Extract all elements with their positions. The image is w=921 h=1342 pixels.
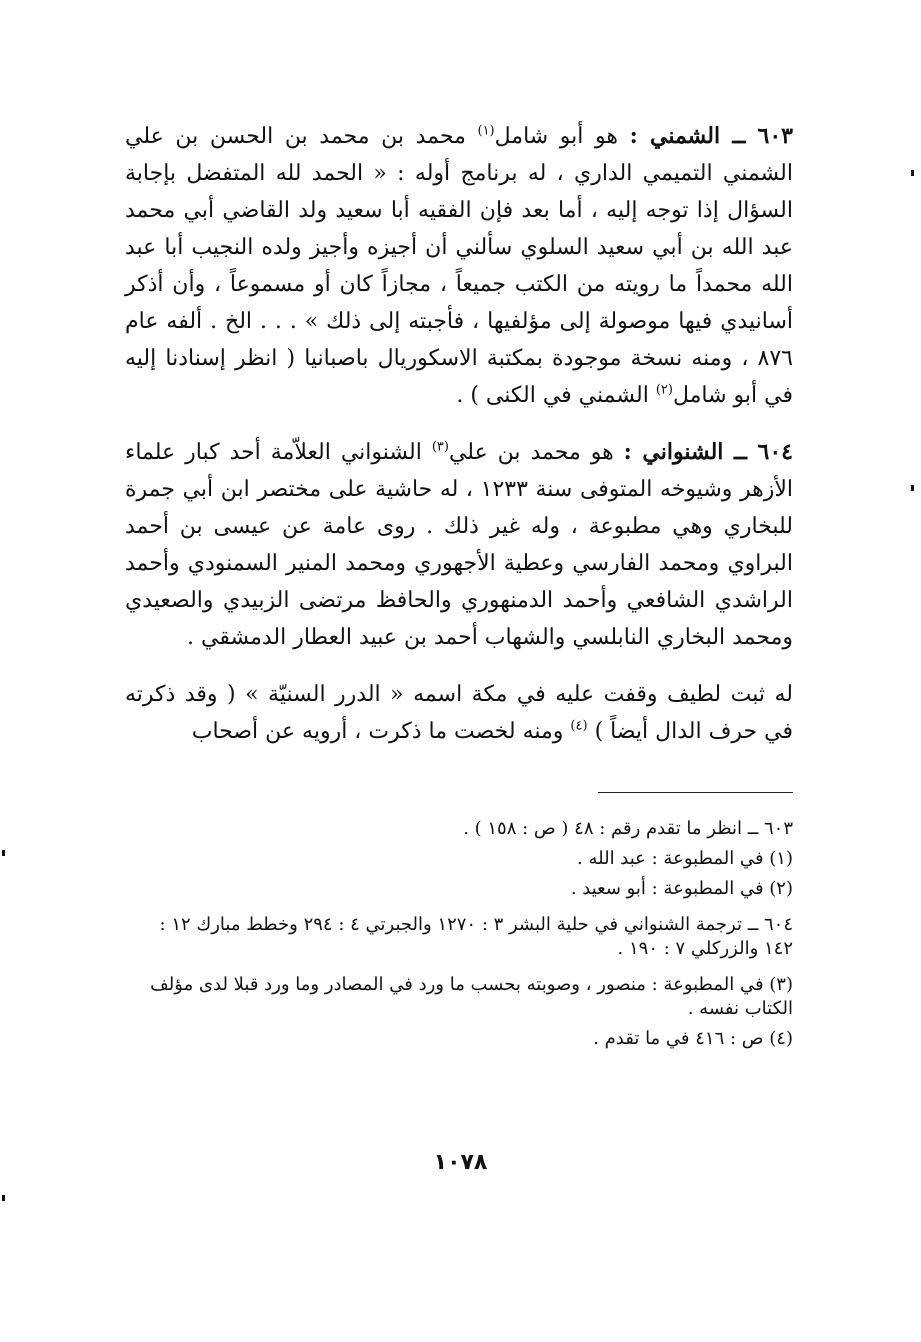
footnotes bbox=[125, 817, 793, 1051]
scan-mark bbox=[911, 170, 914, 176]
entry-604-continuation bbox=[125, 676, 793, 750]
footnote-divider bbox=[598, 792, 793, 793]
entry-603-text-b: محمد بن محمد بن الحسن بن علي الشمني التميمي الداري ، له برنامج أوله : « الحمد لله المتفضل بإجابة السؤال إذا توجه إليه ، أما بعد فإن الفقيه أبا سعيد ولد القاضي أبي محمد عبد الله بن أبي سعيد السلوي سألني أن أجيزه وأجيز ولده النجيب أبا عبد الله محمداً ما رويته من الكتب جميعاً ، مجازاً كان أو مسموعاً ، وأن أذكر أسانيدي فيها موصولة إلى مؤلفيها ، فأجبته إلى ذلك » . . . الخ . ألفه عام ٨٧٦ ، ومنه نسخة موجودة بمكتبة الاسكوريال باصبانيا ( انظر إسنادنا إليه في أبو شامل bbox=[125, 124, 793, 408]
page-number: ١٠٧٨ bbox=[433, 1150, 488, 1175]
entry-604-text-b: الشنواني العلاّمة أحد كبار علماء الأزهر وشيوخه المتوفى سنة ١٢٣٣ ، له حاشية على مختصر ابن أبي جمرة للبخاري وهي مطبوعة ، وله غير ذلك . روى عامة عن عيسى بن أحمد البراوي ومحمد الفارسي وعطية الأجهوري ومحمد المنير السمنودي وأحمد الراشدي الشافعي وأحمد الدمنهوري والحافظ مرتضى الزبيدي والصعيدي ومحمد البخاري النابلسي والشهاب أحمد بن عبيد العطار الدمشقي . bbox=[125, 440, 793, 650]
footnote-2: (٢) في المطبوعة : أبو سعيد . bbox=[570, 878, 793, 899]
entry-604-text-a: هو محمد بن علي bbox=[448, 440, 614, 465]
entry-603-heading: ٦٠٣ ــ الشمني : bbox=[629, 123, 793, 149]
footnote-604: ٦٠٤ ــ ترجمة الشنواني في حلية البشر ٣ : ١٢٧٠ والجبرتي ٤ : ٢٩٤ وخطط مبارك ١٢ : ١٤٢ والزركلي ٧ : ١٩٠ . bbox=[159, 914, 793, 959]
footnote-603: ٦٠٣ ــ انظر ما تقدم رقم : ٤٨ ( ص : ١٥٨ ) . bbox=[463, 818, 793, 839]
scan-mark bbox=[911, 485, 914, 491]
footnote-ref-2: (٢) bbox=[655, 382, 673, 398]
entry-604-heading: ٦٠٤ ــ الشنواني : bbox=[623, 439, 793, 465]
footnote-4: (٤) ص : ٤١٦ في ما تقدم . bbox=[593, 1028, 793, 1049]
footnote-ref-1: (١) bbox=[477, 123, 495, 139]
entry-603 bbox=[125, 118, 793, 414]
continuation-text-a: له ثبت لطيف وقفت عليه في مكة اسمه « الدرر السنيّة » ( وقد ذكرته في حرف الدال أيضاً ) bbox=[125, 682, 793, 744]
scan-mark bbox=[2, 850, 5, 856]
continuation-text-b: ومنه لخصت ما ذكرت ، أرويه عن أصحاب bbox=[191, 719, 564, 744]
entry-603-text-c: الشمني في الكنى ) . bbox=[456, 383, 649, 408]
footnote-1: (١) في المطبوعة : عبد الله . bbox=[577, 848, 793, 869]
page-body bbox=[125, 118, 793, 1057]
entry-603-text-a: هو أبو شامل bbox=[494, 124, 618, 149]
entry-604 bbox=[125, 434, 793, 656]
footnote-ref-4: (٤) bbox=[570, 718, 588, 734]
scan-mark bbox=[2, 1195, 5, 1201]
footnote-ref-3: (٣) bbox=[431, 439, 449, 455]
footnote-3: (٣) في المطبوعة : منصور ، وصوبته بحسب ما ورد في المصادر وما ورد قبلا لدى مؤلف الكتاب نفسه . bbox=[150, 974, 793, 1019]
